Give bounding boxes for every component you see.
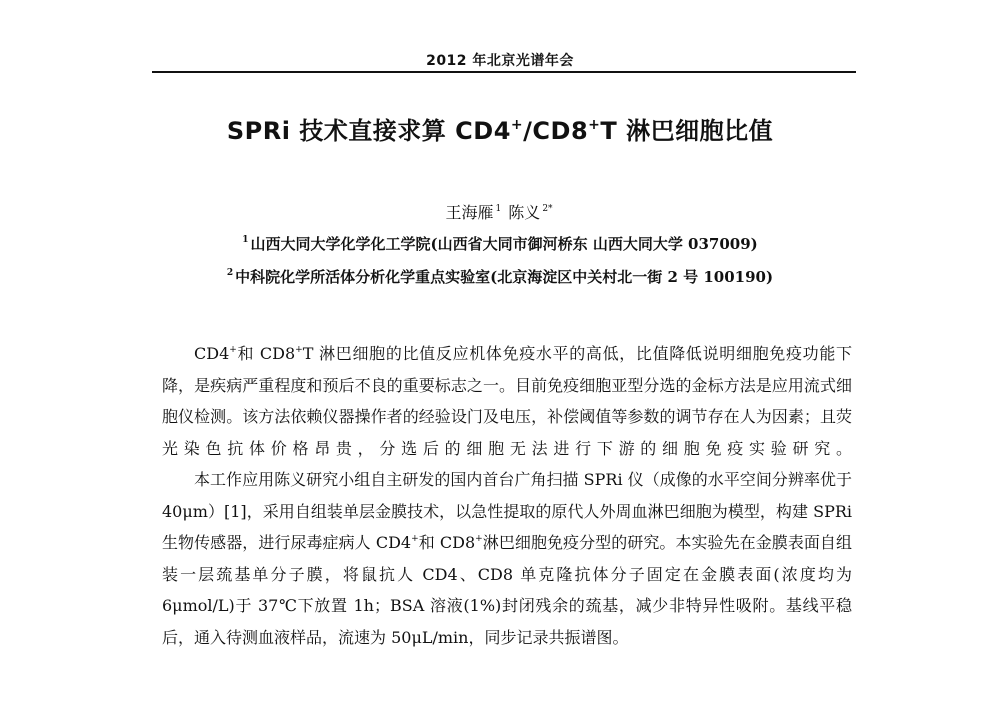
p1-text-a: CD4 <box>194 344 230 363</box>
author-1-name: 王海雁 <box>445 203 494 222</box>
abstract-paragraph-1 <box>162 338 852 464</box>
author-line <box>0 200 1000 223</box>
p2-text-b: 和 CD8 <box>418 533 476 552</box>
affiliation-1-mark: 1 <box>242 235 249 245</box>
paper-title <box>0 111 1000 146</box>
author-2-name: 陈义 <box>508 203 541 222</box>
title-part-1: SPRi 技术直接求算 CD4 <box>226 117 511 145</box>
running-header: 2012 年北京光谱年会 <box>426 53 574 69</box>
p2-text-a: 本工作应用陈义研究小组自主研发的国内首台广角扫描 SPRi 仪（成像的水平空间分辨率优于 40μm）[1]，采用自组装单层金膜技术，以急性提取的原代人外周血淋巴细胞为模型，构建 SPRi 生物传感器，进行尿毒症病人 CD4 <box>162 470 852 552</box>
title-part-3: T 淋巴细胞比值 <box>600 117 774 145</box>
header-rule <box>152 71 856 73</box>
abstract-body <box>162 338 852 653</box>
title-part-2: /CD8 <box>523 117 589 145</box>
affiliation-2-text: 中科院化学所活体分析化学重点实验室(北京海淀区中关村北一街 2 号 100190) <box>235 268 774 286</box>
p1-sup-b: + <box>295 345 303 355</box>
title-superscript-1: + <box>510 117 524 133</box>
affiliation-1-text: 山西大同大学化学化工学院(山西省大同市御河桥东 山西大同大学 037009) <box>250 235 758 253</box>
author-1-affiliation-mark: 1 <box>495 204 502 214</box>
affiliation-2 <box>0 266 1000 287</box>
author-2-affiliation-mark: 2* <box>542 204 553 214</box>
p2-sup-a: + <box>411 534 419 544</box>
abstract-paragraph-2 <box>162 464 852 653</box>
p2-sup-b: + <box>475 534 483 544</box>
title-superscript-2: + <box>588 117 601 133</box>
p2-text-c: 淋巴细胞免疫分型的研究。本实验先在金膜表面自组装一层巯基单分子膜，将鼠抗人 CD4、CD8 单克隆抗体分子固定在金膜表面(浓度均为 6μmol/L)于 37℃下放置 1h；BSA 溶液(1%)封闭残余的巯基，减少非特异性吸附。基线平稳后，通入待测血液样品，流速为 50μL/min，同步记录共振谱图。 <box>162 533 852 647</box>
p1-text-c: T 淋巴细胞的比值反应机体免疫水平的高低，比值降低说明细胞免疫功能下降，是疾病严重程度和预后不良的重要标志之一。目前免疫细胞亚型分选的金标方法是应用流式细胞仪检测。该方法依赖仪器操作者的经验设门及电压，补偿阈值等参数的调节存在人为因素；且荧光染色抗体价格昂贵，分选后的细胞无法进行下游的细胞免疫实验研究。 <box>162 344 852 458</box>
p1-sup-a: + <box>229 345 237 355</box>
affiliation-1 <box>0 233 1000 254</box>
p1-text-b: 和 CD8 <box>236 344 296 363</box>
affiliation-2-mark: 2 <box>226 268 234 278</box>
